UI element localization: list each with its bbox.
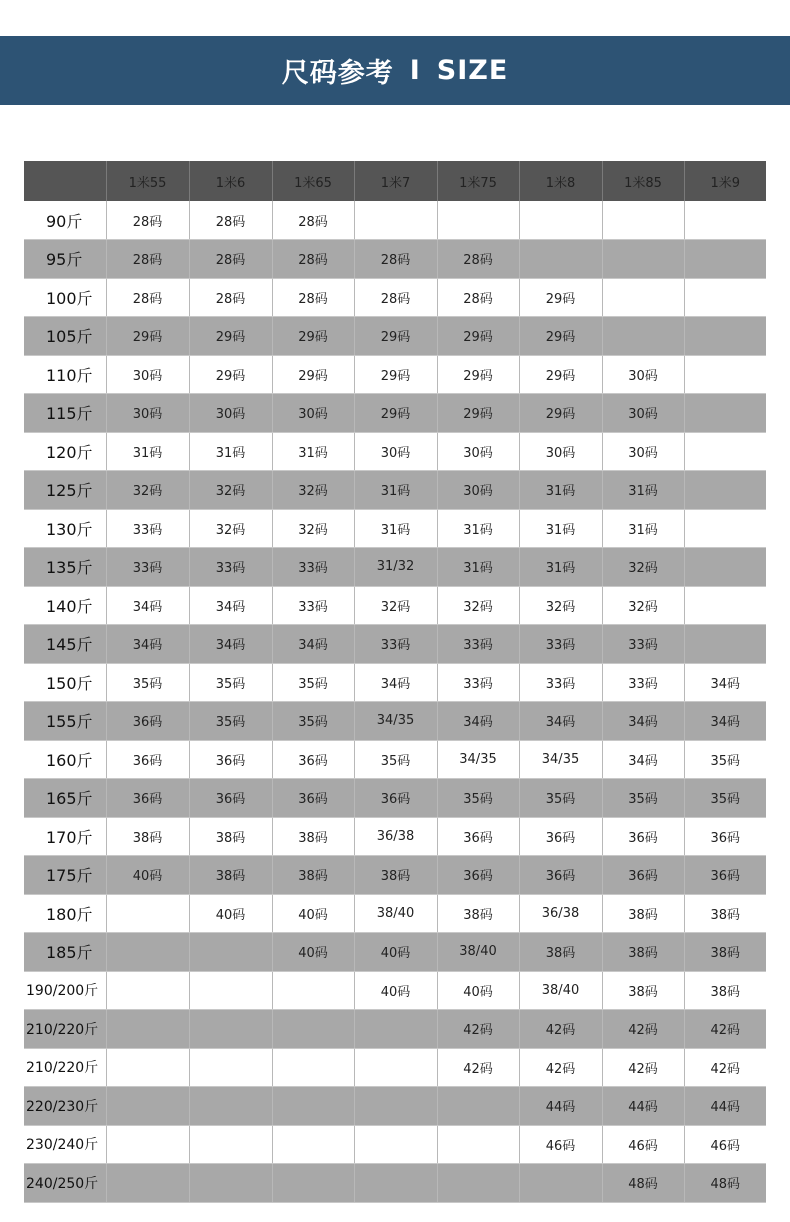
size-cell [684, 355, 766, 394]
size-cell [684, 432, 766, 471]
size-cell [106, 1087, 189, 1126]
weight-label: 230/240斤 [24, 1125, 106, 1164]
size-cell: 32码 [189, 509, 272, 548]
size-cell: 38码 [602, 971, 684, 1010]
column-header: 1米55 [106, 161, 189, 201]
table-row [24, 1048, 766, 1087]
size-cell: 32码 [272, 509, 354, 548]
size-cell [354, 1010, 437, 1049]
size-cell: 33码 [272, 586, 354, 625]
size-cell: 42码 [684, 1010, 766, 1049]
size-cell [437, 1087, 519, 1126]
column-header: 1米75 [437, 161, 519, 201]
size-cell: 38码 [684, 933, 766, 972]
size-cell: 38码 [189, 856, 272, 895]
table-row [24, 933, 766, 972]
size-cell: 34码 [684, 663, 766, 702]
size-cell: 28码 [189, 278, 272, 317]
size-cell: 34/35 [354, 702, 437, 741]
weight-label: 160斤 [24, 740, 106, 779]
weight-label: 95斤 [24, 240, 106, 279]
size-cell: 32码 [354, 586, 437, 625]
size-cell: 28码 [189, 240, 272, 279]
size-cell [684, 471, 766, 510]
table-row [24, 1010, 766, 1049]
size-cell: 32码 [602, 586, 684, 625]
size-cell [354, 201, 437, 240]
size-cell: 31码 [354, 509, 437, 548]
size-cell: 34码 [602, 740, 684, 779]
size-cell: 36码 [272, 740, 354, 779]
size-cell [189, 1048, 272, 1087]
table-row [24, 971, 766, 1010]
size-cell [106, 933, 189, 972]
size-cell: 40码 [354, 933, 437, 972]
size-cell [684, 625, 766, 664]
size-cell: 33码 [354, 625, 437, 664]
size-cell: 42码 [602, 1048, 684, 1087]
weight-label: 105斤 [24, 317, 106, 356]
size-cell: 36码 [354, 779, 437, 818]
size-cell: 29码 [272, 317, 354, 356]
size-cell [189, 933, 272, 972]
size-cell: 38/40 [354, 894, 437, 933]
weight-label: 170斤 [24, 817, 106, 856]
table-row [24, 663, 766, 702]
size-cell: 42码 [684, 1048, 766, 1087]
size-cell [272, 1048, 354, 1087]
table-row [24, 240, 766, 279]
size-cell: 35码 [519, 779, 602, 818]
table-row [24, 432, 766, 471]
weight-label: 210/220斤 [24, 1048, 106, 1087]
size-cell [354, 1164, 437, 1203]
size-cell [602, 317, 684, 356]
table-row [24, 702, 766, 741]
table-row [24, 856, 766, 895]
size-cell: 30码 [106, 355, 189, 394]
size-cell: 36码 [602, 817, 684, 856]
size-cell [189, 1010, 272, 1049]
size-cell: 33码 [272, 548, 354, 587]
size-cell: 34码 [519, 702, 602, 741]
weight-label: 180斤 [24, 894, 106, 933]
size-cell: 35码 [354, 740, 437, 779]
size-cell [519, 240, 602, 279]
size-cell: 35码 [684, 779, 766, 818]
size-cell: 32码 [189, 471, 272, 510]
title-separator: I [409, 55, 421, 86]
size-cell: 31码 [602, 471, 684, 510]
weight-label: 100斤 [24, 278, 106, 317]
size-cell: 31码 [354, 471, 437, 510]
size-cell: 33码 [106, 548, 189, 587]
size-cell: 34码 [684, 702, 766, 741]
size-cell: 28码 [189, 201, 272, 240]
size-cell [106, 971, 189, 1010]
size-cell [519, 1164, 602, 1203]
size-cell: 31码 [437, 548, 519, 587]
table-row [24, 201, 766, 240]
size-cell: 34/35 [519, 740, 602, 779]
title-en: SIZE [436, 55, 509, 86]
size-cell [189, 1164, 272, 1203]
size-cell: 29码 [354, 394, 437, 433]
size-cell [354, 1087, 437, 1126]
size-cell: 35码 [272, 663, 354, 702]
size-cell [106, 1164, 189, 1203]
size-cell: 33码 [602, 663, 684, 702]
size-cell: 31码 [437, 509, 519, 548]
size-cell [684, 548, 766, 587]
size-cell: 46码 [684, 1125, 766, 1164]
weight-label: 145斤 [24, 625, 106, 664]
table-row [24, 509, 766, 548]
table-row [24, 740, 766, 779]
size-cell: 46码 [602, 1125, 684, 1164]
column-header: 1米65 [272, 161, 354, 201]
size-cell [106, 1125, 189, 1164]
size-cell: 30码 [437, 471, 519, 510]
size-cell: 34码 [272, 625, 354, 664]
size-cell: 32码 [519, 586, 602, 625]
size-cell: 35码 [189, 702, 272, 741]
title-banner [0, 36, 790, 105]
size-cell: 36码 [189, 779, 272, 818]
size-cell: 36码 [437, 817, 519, 856]
size-cell [354, 1125, 437, 1164]
size-cell [437, 1125, 519, 1164]
size-cell [684, 317, 766, 356]
size-cell: 30码 [602, 355, 684, 394]
size-cell: 34码 [106, 625, 189, 664]
size-cell: 44码 [519, 1087, 602, 1126]
size-cell [684, 586, 766, 625]
size-cell: 28码 [106, 201, 189, 240]
size-cell [602, 240, 684, 279]
size-cell: 42码 [437, 1010, 519, 1049]
size-cell [684, 509, 766, 548]
table-row [24, 779, 766, 818]
table-row [24, 355, 766, 394]
size-cell [189, 1125, 272, 1164]
size-cell: 34码 [189, 586, 272, 625]
size-cell: 32码 [437, 586, 519, 625]
weight-label: 210/220斤 [24, 1010, 106, 1049]
size-cell: 28码 [106, 240, 189, 279]
size-cell: 30码 [602, 394, 684, 433]
size-cell: 38码 [684, 971, 766, 1010]
size-cell: 36码 [519, 856, 602, 895]
size-cell: 31码 [519, 548, 602, 587]
size-cell: 33码 [519, 663, 602, 702]
size-cell [272, 1125, 354, 1164]
weight-label: 120斤 [24, 432, 106, 471]
weight-label: 220/230斤 [24, 1087, 106, 1126]
size-cell: 36码 [684, 817, 766, 856]
size-cell: 40码 [106, 856, 189, 895]
size-cell: 42码 [519, 1010, 602, 1049]
size-cell [272, 1087, 354, 1126]
weight-label: 115斤 [24, 394, 106, 433]
size-cell: 29码 [272, 355, 354, 394]
size-cell: 30码 [189, 394, 272, 433]
size-cell: 29码 [519, 355, 602, 394]
size-cell: 28码 [272, 201, 354, 240]
size-cell [354, 1048, 437, 1087]
size-cell [684, 240, 766, 279]
table-row [24, 1164, 766, 1203]
size-cell: 40码 [437, 971, 519, 1010]
size-cell: 36/38 [354, 817, 437, 856]
table-row [24, 471, 766, 510]
size-cell: 28码 [272, 240, 354, 279]
column-header: 1米8 [519, 161, 602, 201]
size-cell [189, 971, 272, 1010]
size-cell [106, 1010, 189, 1049]
size-cell: 38码 [106, 817, 189, 856]
size-cell: 40码 [189, 894, 272, 933]
size-cell: 40码 [354, 971, 437, 1010]
table-body [24, 201, 766, 1202]
size-cell: 32码 [272, 471, 354, 510]
weight-label: 130斤 [24, 509, 106, 548]
size-cell: 35码 [684, 740, 766, 779]
size-cell: 31码 [602, 509, 684, 548]
size-cell: 30码 [519, 432, 602, 471]
size-cell: 42码 [437, 1048, 519, 1087]
size-cell: 38码 [272, 856, 354, 895]
size-cell [272, 1164, 354, 1203]
size-cell: 33码 [189, 548, 272, 587]
size-cell: 32码 [106, 471, 189, 510]
size-cell: 38码 [272, 817, 354, 856]
size-cell: 35码 [602, 779, 684, 818]
size-cell: 35码 [106, 663, 189, 702]
size-cell: 28码 [106, 278, 189, 317]
table-row [24, 894, 766, 933]
table-row [24, 1087, 766, 1126]
column-header: 1米6 [189, 161, 272, 201]
size-cell: 29码 [519, 278, 602, 317]
size-cell: 40码 [272, 933, 354, 972]
size-cell: 33码 [602, 625, 684, 664]
weight-label: 155斤 [24, 702, 106, 741]
size-cell: 36码 [106, 740, 189, 779]
size-cell: 35码 [189, 663, 272, 702]
size-cell [684, 201, 766, 240]
size-cell: 28码 [437, 278, 519, 317]
size-cell [602, 201, 684, 240]
size-cell: 30码 [272, 394, 354, 433]
size-cell: 36码 [519, 817, 602, 856]
size-cell: 28码 [354, 240, 437, 279]
size-cell: 34码 [189, 625, 272, 664]
weight-label: 110斤 [24, 355, 106, 394]
weight-label: 190/200斤 [24, 971, 106, 1010]
size-cell [684, 278, 766, 317]
size-cell [602, 278, 684, 317]
corner-cell [24, 161, 106, 201]
size-chart-table [24, 161, 766, 1203]
size-cell: 38/40 [437, 933, 519, 972]
size-cell: 30码 [354, 432, 437, 471]
size-cell: 34码 [354, 663, 437, 702]
size-cell: 36/38 [519, 894, 602, 933]
size-cell: 28码 [437, 240, 519, 279]
table-row [24, 625, 766, 664]
title-cn: 尺码参考 [281, 58, 394, 89]
weight-label: 125斤 [24, 471, 106, 510]
size-cell: 33码 [437, 625, 519, 664]
weight-label: 140斤 [24, 586, 106, 625]
size-cell: 31码 [106, 432, 189, 471]
size-cell: 38码 [354, 856, 437, 895]
size-cell: 44码 [602, 1087, 684, 1126]
size-cell: 33码 [437, 663, 519, 702]
size-cell: 36码 [684, 856, 766, 895]
size-cell: 29码 [354, 355, 437, 394]
size-cell: 30码 [106, 394, 189, 433]
header-row [24, 161, 766, 201]
size-cell: 34码 [437, 702, 519, 741]
size-cell: 31/32 [354, 548, 437, 587]
size-cell [106, 1048, 189, 1087]
column-header: 1米85 [602, 161, 684, 201]
size-cell: 33码 [519, 625, 602, 664]
size-cell: 36码 [602, 856, 684, 895]
size-cell: 29码 [437, 355, 519, 394]
size-cell: 38码 [684, 894, 766, 933]
size-cell: 29码 [189, 317, 272, 356]
size-cell: 31码 [272, 432, 354, 471]
size-cell: 28码 [354, 278, 437, 317]
size-cell: 31码 [519, 471, 602, 510]
size-cell [272, 971, 354, 1010]
size-cell: 28码 [272, 278, 354, 317]
weight-label: 135斤 [24, 548, 106, 587]
table-row [24, 394, 766, 433]
size-cell: 31码 [519, 509, 602, 548]
size-cell: 33码 [106, 509, 189, 548]
size-cell [684, 394, 766, 433]
weight-label: 90斤 [24, 201, 106, 240]
weight-label: 165斤 [24, 779, 106, 818]
column-header: 1米9 [684, 161, 766, 201]
size-cell: 38/40 [519, 971, 602, 1010]
size-cell [189, 1087, 272, 1126]
size-cell: 34/35 [437, 740, 519, 779]
size-cell: 36码 [189, 740, 272, 779]
table-row [24, 548, 766, 587]
size-cell [437, 201, 519, 240]
size-cell: 36码 [106, 702, 189, 741]
table-row [24, 317, 766, 356]
size-cell: 29码 [519, 394, 602, 433]
size-cell: 42码 [519, 1048, 602, 1087]
size-cell: 35码 [437, 779, 519, 818]
table-row [24, 1125, 766, 1164]
size-cell: 38码 [189, 817, 272, 856]
size-cell: 31码 [189, 432, 272, 471]
size-cell: 30码 [437, 432, 519, 471]
size-cell: 40码 [272, 894, 354, 933]
size-cell: 38码 [602, 933, 684, 972]
size-cell: 38码 [602, 894, 684, 933]
weight-label: 175斤 [24, 856, 106, 895]
weight-label: 240/250斤 [24, 1164, 106, 1203]
size-cell: 29码 [519, 317, 602, 356]
weight-label: 185斤 [24, 933, 106, 972]
size-cell: 38码 [437, 894, 519, 933]
size-cell: 34码 [106, 586, 189, 625]
size-cell: 29码 [106, 317, 189, 356]
size-cell: 36码 [272, 779, 354, 818]
table-row [24, 586, 766, 625]
size-cell [437, 1164, 519, 1203]
size-cell: 46码 [519, 1125, 602, 1164]
size-cell: 29码 [437, 394, 519, 433]
size-cell: 30码 [602, 432, 684, 471]
column-header: 1米7 [354, 161, 437, 201]
size-cell: 32码 [602, 548, 684, 587]
size-cell: 29码 [354, 317, 437, 356]
size-cell [106, 894, 189, 933]
size-cell [519, 201, 602, 240]
size-cell: 29码 [437, 317, 519, 356]
table-row [24, 817, 766, 856]
size-cell: 48码 [684, 1164, 766, 1203]
size-cell: 29码 [189, 355, 272, 394]
table-row [24, 278, 766, 317]
weight-label: 150斤 [24, 663, 106, 702]
size-cell: 36码 [106, 779, 189, 818]
size-cell [272, 1010, 354, 1049]
size-cell: 48码 [602, 1164, 684, 1203]
size-cell: 34码 [602, 702, 684, 741]
size-cell: 36码 [437, 856, 519, 895]
size-cell: 38码 [519, 933, 602, 972]
size-cell: 35码 [272, 702, 354, 741]
size-cell: 42码 [602, 1010, 684, 1049]
size-cell: 44码 [684, 1087, 766, 1126]
